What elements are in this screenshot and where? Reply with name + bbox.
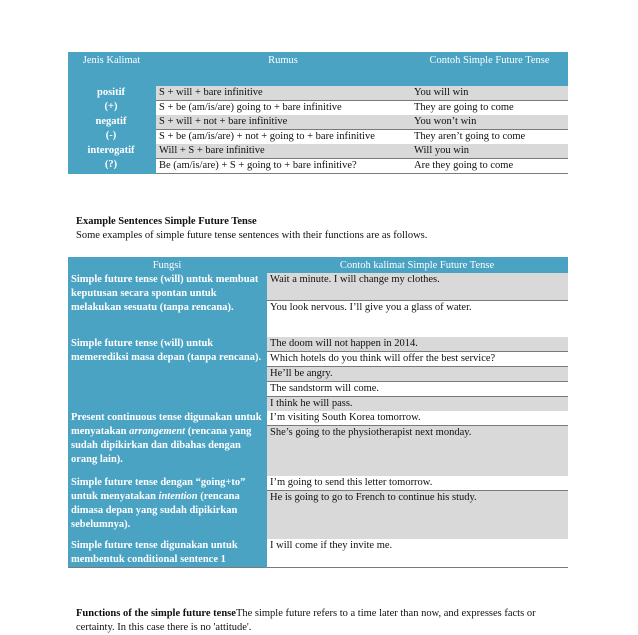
- table-row: [68, 144, 568, 159]
- fungsi-term: arrangement: [129, 426, 186, 437]
- label-text: interogatif: [87, 145, 135, 156]
- header-contoh: Contoh Simple Future Tense: [411, 53, 568, 86]
- functions-paragraph: [76, 607, 576, 635]
- function-table-header: [68, 258, 568, 273]
- label-text: positif: [96, 87, 125, 98]
- header-rumus: Rumus: [155, 53, 411, 86]
- table-row: [68, 539, 568, 568]
- example-cell: Which hotels do you think will offer the best service?: [266, 352, 568, 367]
- example-cell: I think he will pass.: [266, 397, 568, 412]
- example-cell: Wait a minute. I will change my clothes.: [266, 273, 568, 301]
- contoh-cell: You won’t win: [411, 115, 568, 130]
- fungsi-text: Simple future tense dengan “going+to” untuk menyatakan: [71, 477, 246, 502]
- functions-text: The simple future refers to a time later than now, and expresses facts or certainty. In this case there is no 'attitude'.: [76, 608, 536, 633]
- rumus-cell: Will + S + bare infinitive: [155, 144, 411, 159]
- examples-description: Some examples of simple future tense sentences with their functions are as follows.: [76, 230, 428, 241]
- table-row: [68, 476, 568, 491]
- rumus-cell: S + be (am/is/are) + not + going to + bare infinitive: [155, 130, 411, 145]
- examples-title: Example Sentences Simple Future Tense: [76, 216, 257, 227]
- formula-table: [68, 52, 568, 174]
- contoh-cell: Will you win: [411, 144, 568, 159]
- table-row: [68, 273, 568, 301]
- label-cell: [68, 144, 155, 174]
- fungsi-cell: Simple future tense (will) untuk membuat keputusan secara spontan untuk melakukan sesuatu (tanpa rencana).: [68, 273, 266, 337]
- fungsi-term: intention: [158, 491, 198, 502]
- example-cell: The doom will not happen in 2014.: [266, 337, 568, 352]
- rumus-cell: S + will + not + bare infinitive: [155, 115, 411, 130]
- table-row: [68, 411, 568, 426]
- label-text: negatif: [95, 116, 127, 127]
- example-cell: I’m going to send this letter tomorrow.: [266, 476, 568, 491]
- fungsi-text: (rencana yang sudah dipikirkan dan dibahas dengan orang lain).: [71, 426, 252, 465]
- label-sub: (+): [104, 101, 118, 112]
- fungsi-cell: [68, 476, 266, 539]
- contoh-cell: They are going to come: [411, 101, 568, 116]
- example-cell: The sandstorm will come.: [266, 382, 568, 397]
- fungsi-cell: [68, 411, 266, 476]
- table-row: [68, 86, 568, 101]
- rumus-cell: Be (am/is/are) + S + going to + bare infinitive?: [155, 159, 411, 174]
- example-cell: He’ll be angry.: [266, 367, 568, 382]
- example-cell: You look nervous. I’ll give you a glass of water.: [266, 301, 568, 338]
- functions-heading: Functions of the simple future tense: [76, 608, 236, 619]
- label-cell: [68, 115, 155, 144]
- example-cell: He is going to go to French to continue his study.: [266, 491, 568, 540]
- rumus-cell: S + be (am/is/are) going to + bare infinitive: [155, 101, 411, 116]
- fungsi-text: Present continuous tense digunakan untuk menyatakan: [71, 412, 262, 437]
- example-cell: I’m visiting South Korea tomorrow.: [266, 411, 568, 426]
- formula-table-header: [68, 53, 568, 86]
- contoh-cell: Are they going to come: [411, 159, 568, 174]
- header-jenis: Jenis Kalimat: [68, 53, 155, 86]
- fungsi-cell: Simple future tense digunakan untuk membentuk conditional sentence 1: [68, 539, 266, 568]
- table-row: [68, 115, 568, 130]
- example-cell: I will come if they invite me.: [266, 539, 568, 568]
- fungsi-cell: Simple future tense (will) untuk memerediksi masa depan (tanpa rencana).: [68, 337, 266, 411]
- label-sub: (?): [104, 159, 118, 170]
- contoh-cell: You will win: [411, 86, 568, 101]
- header-fungsi: Fungsi: [68, 258, 266, 273]
- label-sub: (-): [105, 130, 117, 141]
- label-cell: [68, 86, 155, 115]
- table-row: [68, 337, 568, 352]
- rumus-cell: S + will + bare infinitive: [155, 86, 411, 101]
- header-contoh-kalimat: Contoh kalimat Simple Future Tense: [266, 258, 568, 273]
- example-cell: She’s going to the physiotherapist next monday.: [266, 426, 568, 477]
- fungsi-text: (rencana dimasa depan yang sudah dipikirkan sebelumnya).: [71, 491, 240, 530]
- function-table: [68, 257, 568, 568]
- contoh-cell: They aren’t going to come: [411, 130, 568, 145]
